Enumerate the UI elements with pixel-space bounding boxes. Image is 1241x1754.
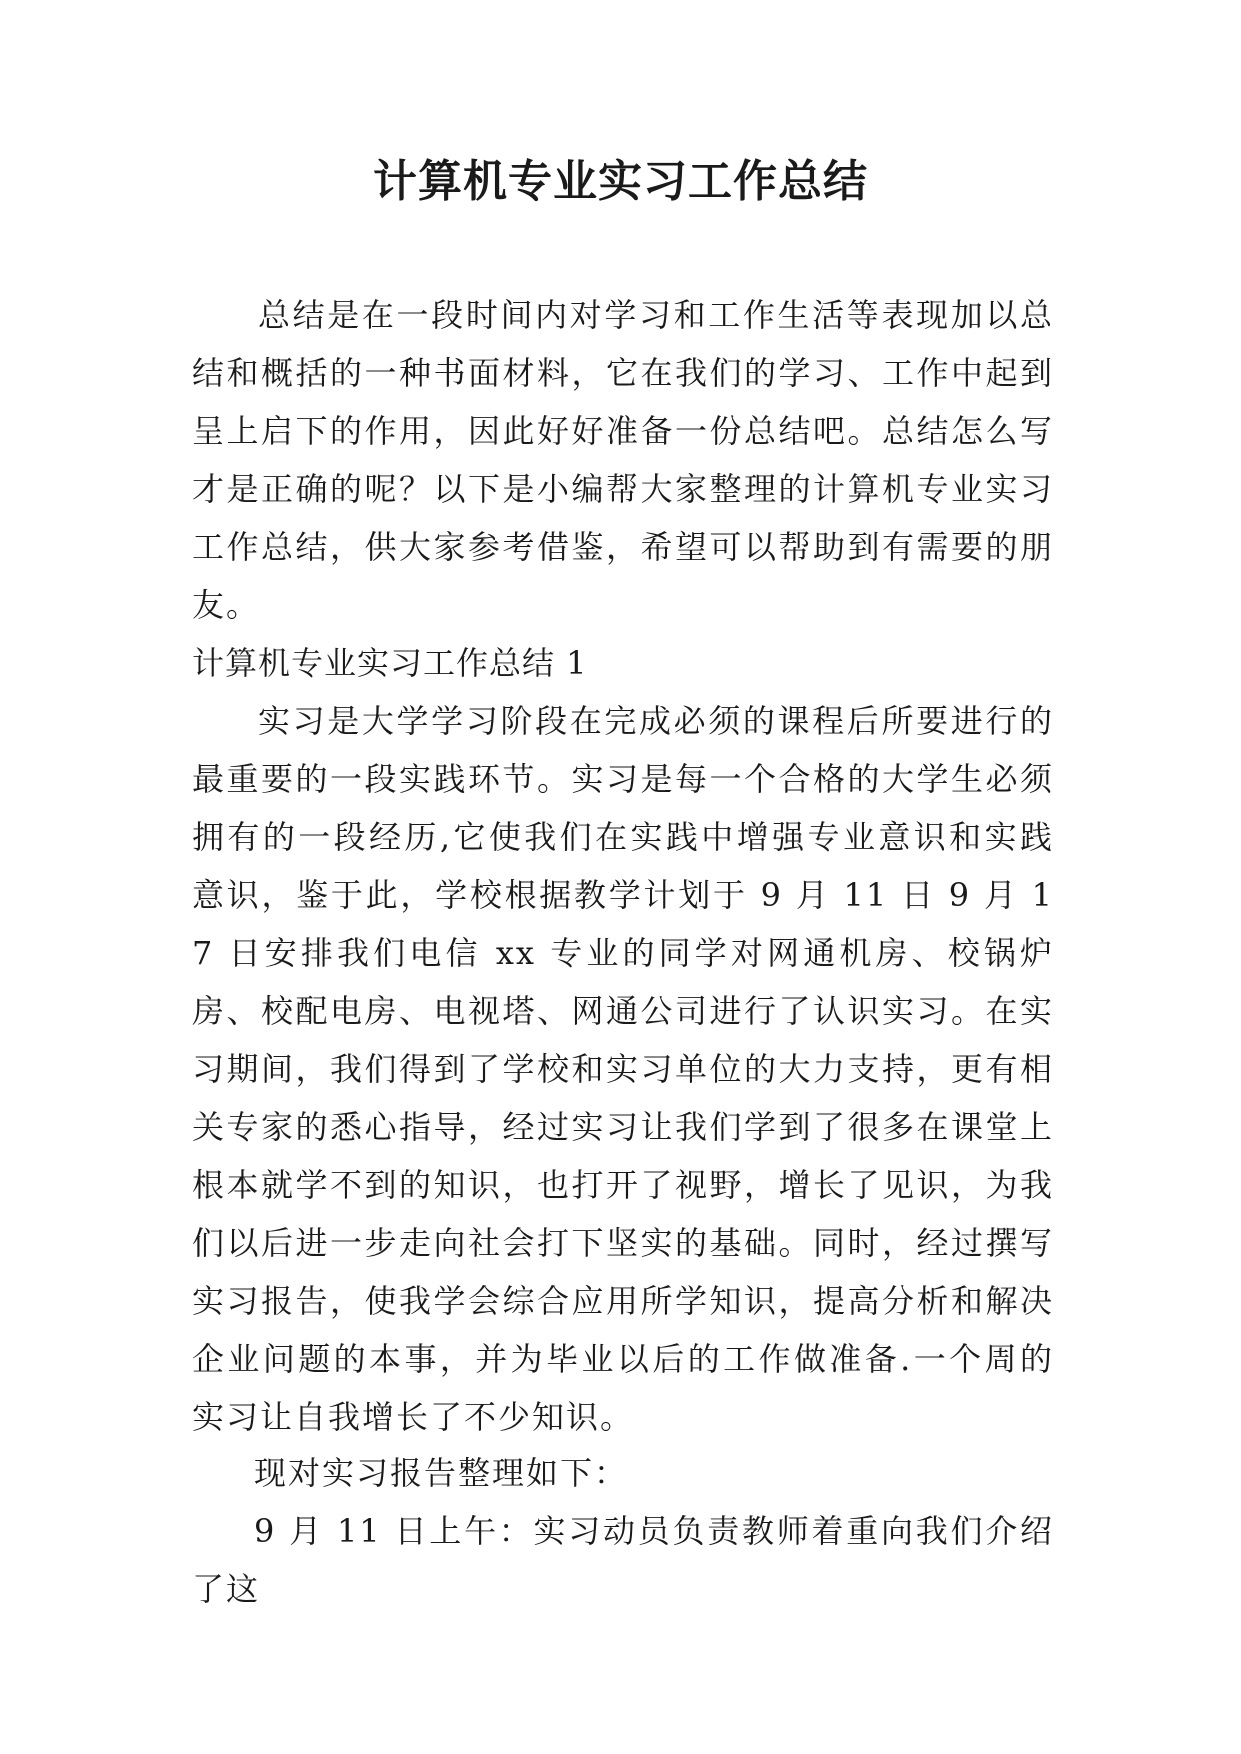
report-subheading: 现对实习报告整理如下： <box>254 1454 629 1492</box>
document-title: 计算机专业实习工作总结 <box>373 156 868 207</box>
date-entry-line: 9 月 11 日上午：实习动员负责教师着重向我们介绍了这 <box>192 1512 1054 1608</box>
section-heading: 计算机专业实习工作总结 1 <box>192 644 588 682</box>
body-paragraph: 实习是大学学习阶段在完成必须的课程后所要进行的最重要的一段实践环节。实习是每一个合格的大学生必须拥有的一段经历,它使我们在实践中增强专业意识和实践意识，鉴于此，学校根据教学计划于 9 月 11 日 9 月 17 日安排我们电信 xx 专业的同学对网通机房、校锅炉房、校配电房、电视塔、网通公司进行了认识实习。在实习期间，我们得到了学校和实习单位的大力支持，更有相关专家的悉心指导，经过实习让我们学到了很多在课堂上根本就学不到的知识，也打开了视野，增长了见识，为我们以后进一步走向社会打下坚实的基础。同时，经过撰写实习报告，使我学会综合应用所学知识，提高分析和解决企业问题的本事，并为毕业以后的工作做准备.一个周的实习让自我增长了不少知识。 <box>192 702 1054 1436</box>
intro-paragraph: 总结是在一段时间内对学习和工作生活等表现加以总结和概括的一种书面材料，它在我们的学习、工作中起到呈上启下的作用，因此好好准备一份总结吧。总结怎么写才是正确的呢？以下是小编帮大家整理的计算机专业实习工作总结，供大家参考借鉴，希望可以帮助到有需要的朋友。 <box>192 296 1054 624</box>
